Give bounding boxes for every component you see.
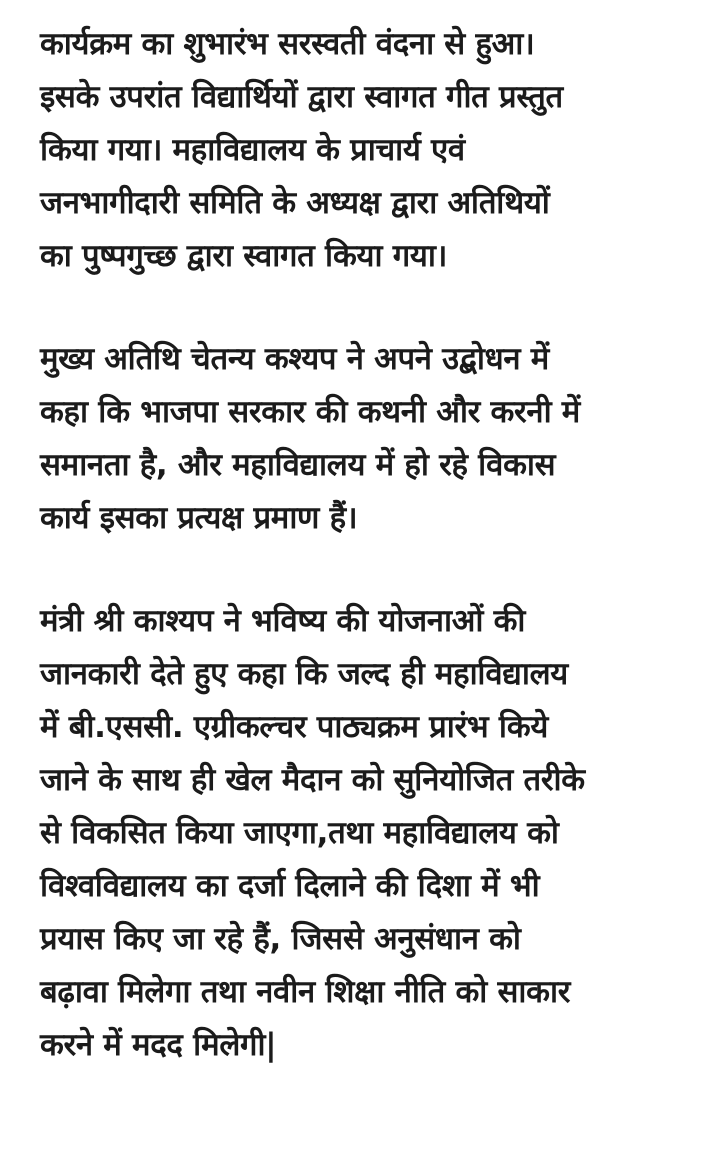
paragraph-line: कहा कि भाजपा सरकार की कथनी और करनी में xyxy=(40,394,581,430)
paragraph-line: जाने के साथ ही खेल मैदान को सुनियोजित तरीके xyxy=(40,762,585,798)
paragraph-line: से विकसित किया जाएगा,तथा महाविद्यालय को xyxy=(40,815,559,851)
paragraph-line: मंत्री श्री काश्यप ने भविष्य की योजनाओं की xyxy=(40,603,526,639)
paragraph-line: करने में मदद मिलेगी| xyxy=(40,1027,277,1063)
paragraph-line: का पुष्पगुच्छ द्वारा स्वागत किया गया। xyxy=(40,238,448,274)
paragraph-1 xyxy=(40,18,690,283)
paragraph-line: इसके उपरांत विद्यार्थियों द्वारा स्वागत गीत प्रस्तुत xyxy=(40,79,563,115)
paragraph-3 xyxy=(40,595,690,1072)
paragraph-line: मुख्य अतिथि चेतन्य कश्यप ने अपने उद्बोधन में xyxy=(40,341,549,377)
paragraph-line: विश्वविद्यालय का दर्जा दिलाने की दिशा में भी xyxy=(40,868,540,904)
paragraph-line: जानकारी देते हुए कहा कि जल्द ही महाविद्यालय xyxy=(40,656,568,692)
paragraph-line: जनभागीदारी समिति के अध्यक्ष द्वारा अतिथियों xyxy=(40,185,550,221)
paragraph-line: कार्यक्रम का शुभारंभ सरस्वती वंदना से हुआ। xyxy=(40,26,535,62)
paragraph-line: समानता है, और महाविद्यालय में हो रहे विकास xyxy=(40,447,556,483)
paragraph-2 xyxy=(40,333,690,545)
paragraph-line: में बी.एससी. एग्रीकल्चर पाठ्यक्रम प्रारंभ किये xyxy=(40,709,549,745)
paragraph-spacer xyxy=(40,545,690,595)
paragraph-spacer xyxy=(40,283,690,333)
paragraph-line: किया गया। महाविद्यालय के प्राचार्य एवं xyxy=(40,132,465,168)
paragraph-line: प्रयास किए जा रहे हैं, जिससे अनुसंधान को xyxy=(40,921,521,957)
paragraph-line: कार्य इसका प्रत्यक्ष प्रमाण हैं। xyxy=(40,500,358,536)
paragraph-line: बढ़ावा मिलेगा तथा नवीन शिक्षा नीति को साकार xyxy=(40,974,571,1010)
